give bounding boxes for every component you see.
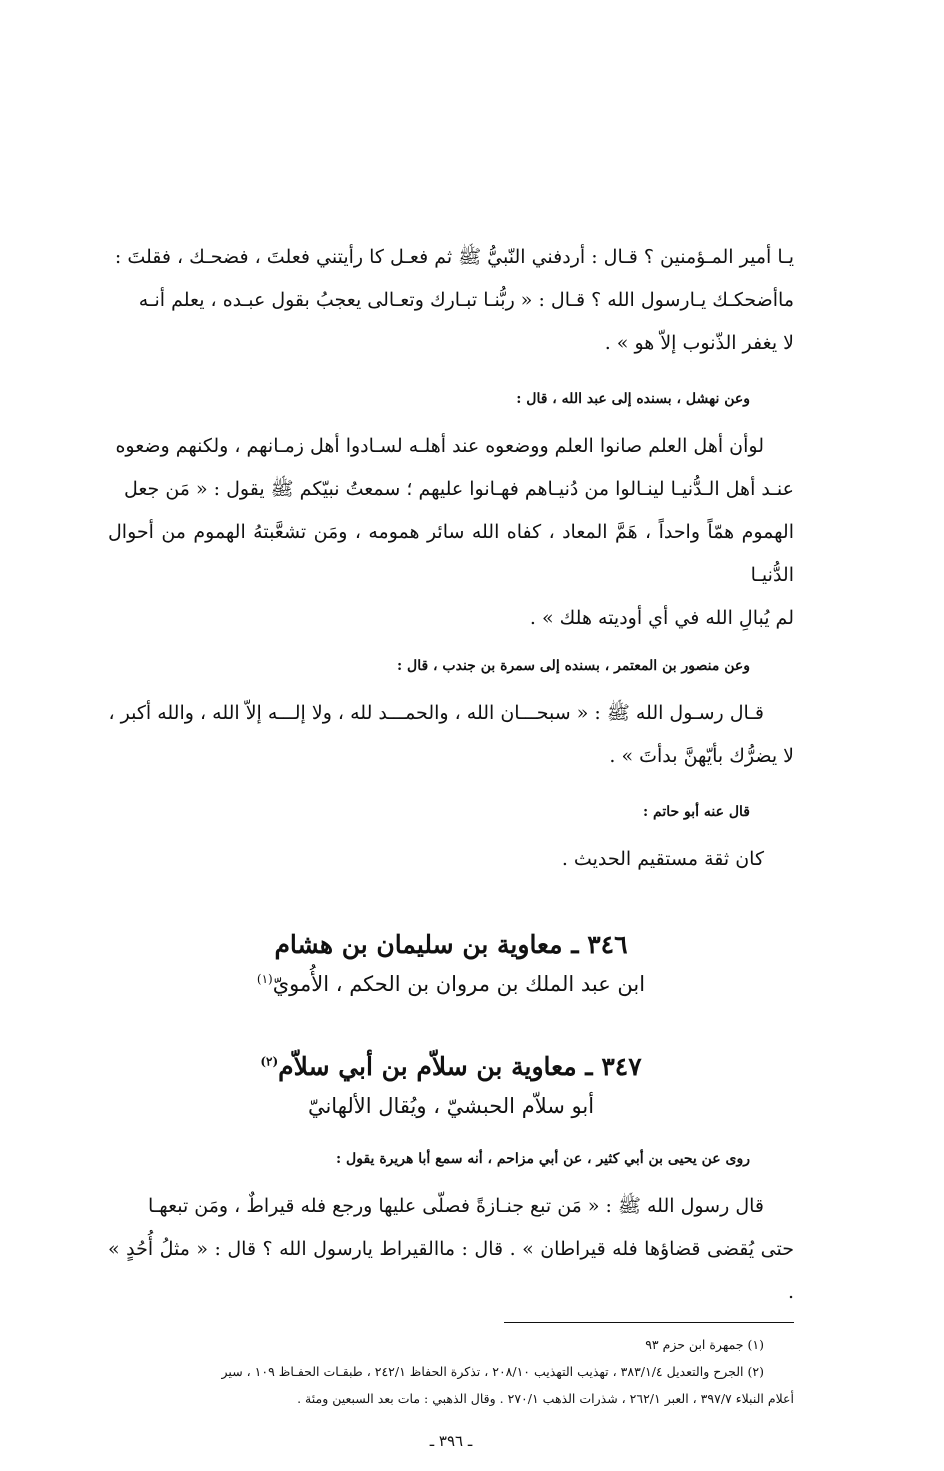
text-line: قال رسول الله ﷺ : « مَن تبع جنـازةً فصلّى عليها ورجع فله قيراطٌ ، ومَن تبعهـا: [147, 1195, 764, 1217]
text-line: يـا أمير المـؤمنين ؟ قـال : أردفني النّبيُّ ﷺ ثم فعـل كا رأيتني فعلتَ ، فضحـك ، فقلتَ :: [114, 246, 794, 268]
text-line: لا يضرُّك بأيّهنَّ بدأتَ » .: [609, 745, 794, 767]
paragraph-funeral-hadith: [108, 1185, 794, 1314]
page-number: ـ ٣٩٦ ـ: [429, 1432, 473, 1450]
footnotes: [108, 1331, 794, 1412]
paragraph-hadith-riding: [108, 236, 794, 365]
entry-title: [108, 1047, 794, 1087]
footnote-2-line-1: (٢) الجرح والتعديل ٣٨٣/١/٤ ، تهذيب التهذيب ٢٠٨/١٠ ، تذكرة الحفاظ ٢٤٢/١ ، طبقـات الحفـاظ ١٠٩ ، سير: [221, 1364, 764, 1379]
entry-347-heading: [108, 1047, 794, 1125]
text-line: قـال رسـول الله ﷺ : « سبحـــان الله ، والحمـــد لله ، ولا إلـــه إلاّ الله ، والله أكبر ،: [108, 702, 764, 724]
text-line: الهموم همّاً واحداً ، هَمَّ المعاد ، كفاه الله سائر همومه ، ومَن تشعَّبتهُ الهموم من أحوال الدُّنيـا: [108, 521, 794, 586]
narrator-chain: وعن نهشل ، بسنده إلى عبد الله ، قال :: [516, 391, 750, 407]
footnote-divider: [504, 1322, 794, 1323]
book-page: [108, 236, 794, 1450]
text-line: لا يغفر الذّنوب إلاّ هو » .: [604, 332, 794, 354]
entry-subtitle-text: ابن عبد الملك بن مروان بن الحكم ، الأُمويّ: [272, 972, 646, 996]
entry-subtitle: [108, 965, 794, 1003]
text-line: حتى يُقضى قضاؤها فله قيراطان » . قال : ماالقيراط يارسول الله ؟ قال : « مثلُ أُحُدٍ » .: [108, 1238, 794, 1303]
footnote-2-line-2: أعلام النبلاء ٣٩٧/٧ ، العبر ٢٦٢/١ ، شذرات الذهب ٢٧٠/١ . وقال الذهبي : مات بعد السبعين ومئة .: [297, 1391, 794, 1406]
paragraph-people-of-knowledge: [108, 425, 794, 640]
paragraph-tasbih: [108, 692, 794, 778]
entry-title: ٣٤٦ ـ معاوية بن سليمان بن هشام: [274, 930, 628, 959]
narrator-chain: روى عن يحيى بن أبي كثير ، عن أبي مزاحم ، أنه سمع أبا هريرة يقول :: [336, 1151, 750, 1167]
paragraph-abu-hatim: [108, 838, 794, 881]
entry-subtitle: أبو سلاّم الحبشيّ ، ويُقال الألهانيّ: [307, 1094, 595, 1118]
entry-346-heading: [108, 925, 794, 1003]
footnote-marker: (٢): [260, 1054, 279, 1069]
text-line: لوأن أهل العلم صانوا العلم ووضعوه عند أهلـه لسـادوا أهل زمـانهم ، ولكنهم وضعوه: [115, 435, 764, 457]
narrator-chain: قال عنه أبو حاتم :: [642, 804, 750, 820]
narrator-chain: وعن منصور بن المعتمر ، بسنده إلى سمرة بن جندب ، قال :: [396, 658, 750, 674]
text-line: كان ثقة مستقيم الحديث .: [561, 848, 764, 870]
footnote-1: (١) جمهرة ابن حزم ٩٣: [645, 1337, 764, 1352]
text-line: لم يُبالِ الله في أي أوديته هلك » .: [529, 607, 794, 629]
footnote-marker: (١): [256, 972, 273, 986]
text-line: ماأضحكـك يـارسول الله ؟ قـال : « ربُّنـا تبـارك وتعـالى يعجبُ بقول عبـده ، يعلم أنـه: [138, 289, 794, 311]
entry-title-text: ٣٤٧ ـ معاوية بن سلاّم بن أبي سلاّم: [278, 1052, 642, 1081]
text-line: عنـد أهل الـدُّنيـا لينـالوا من دُنيـاهم فهـانوا عليهم ؛ سمعتُ نبيّكم ﷺ يقول : « مَن جعل: [124, 478, 794, 500]
